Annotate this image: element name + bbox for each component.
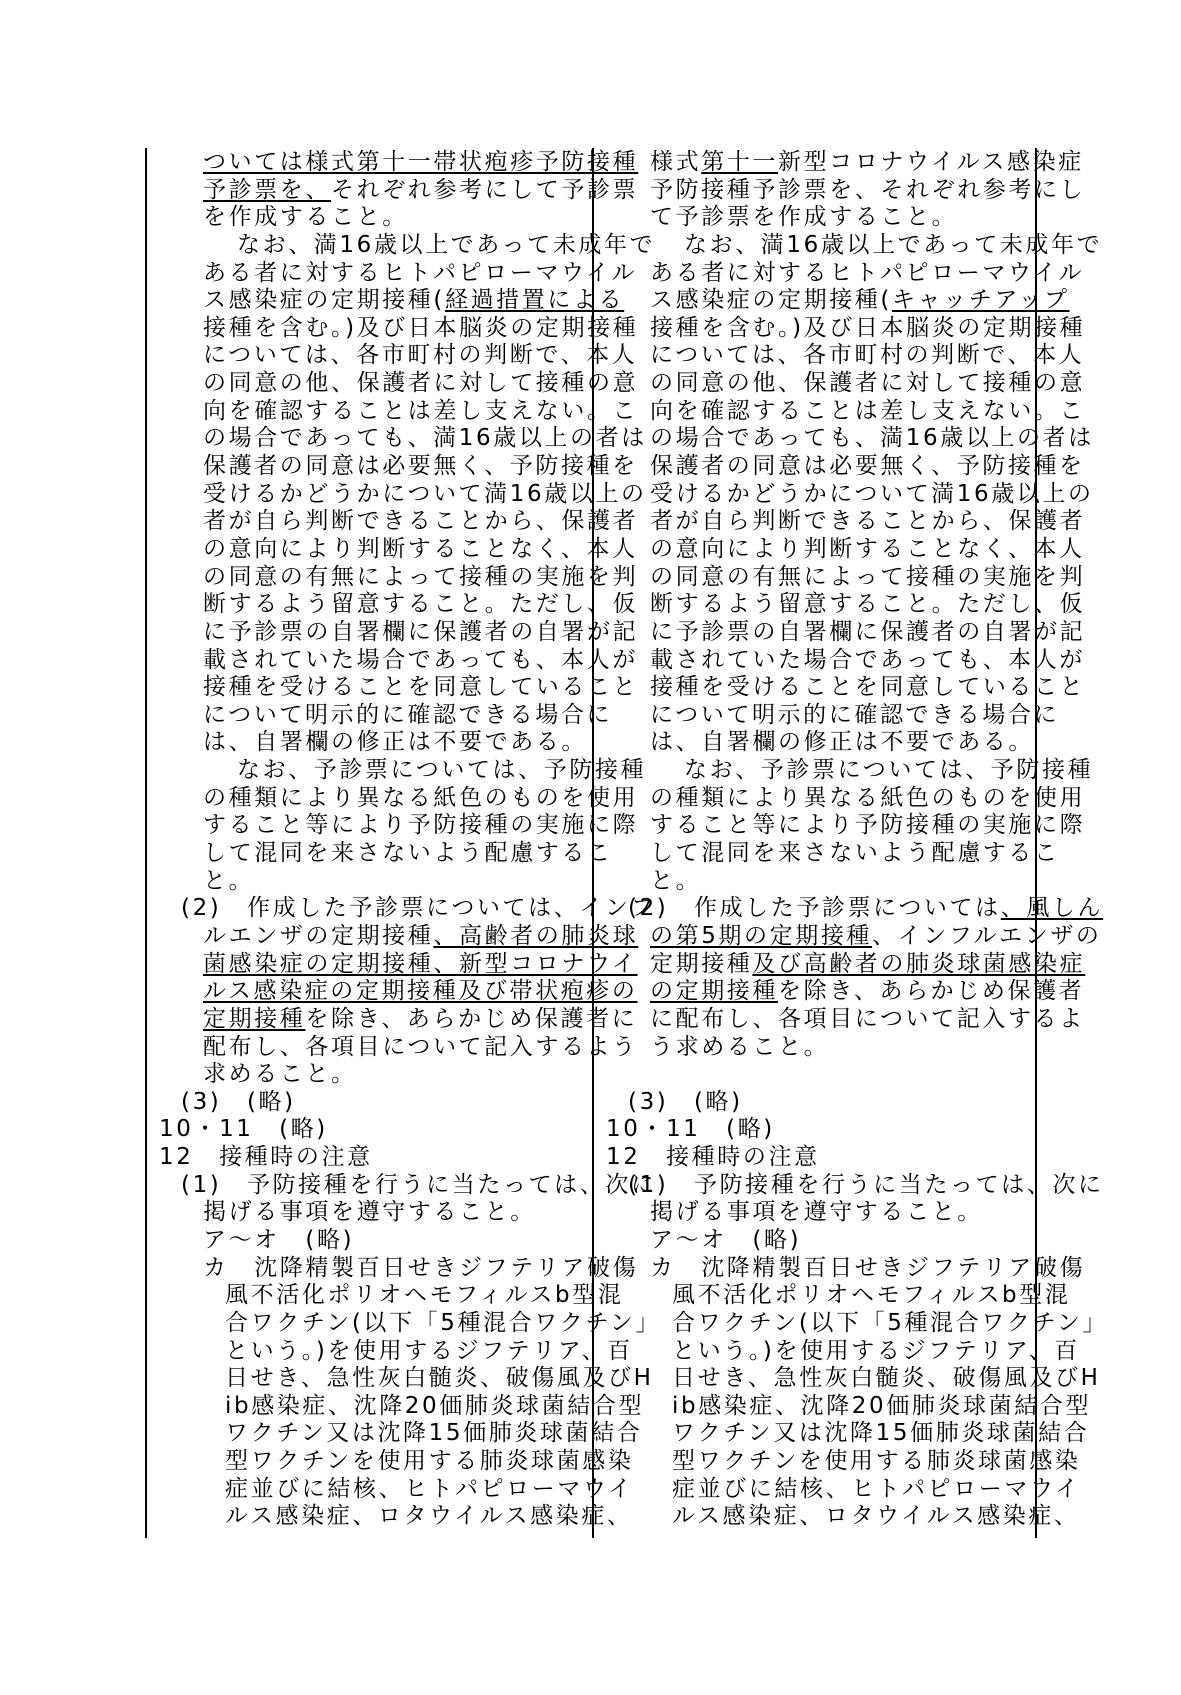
text-segment: 10・11 (略): [606, 1116, 775, 1143]
text-segment: に予診票の自署欄に保護者の自署が記: [203, 618, 639, 645]
text-segment: の意向により判断することなく、本人: [203, 535, 638, 562]
text-segment: 受けるかどうかについて満16歳以上の: [203, 480, 647, 507]
text-line: [145, 1171, 657, 1200]
text-line: [592, 922, 1102, 951]
text-segment: 日せき、急性灰白髄炎、破傷風及びH: [672, 1365, 1101, 1392]
text-line: [145, 1005, 638, 1034]
text-line: [145, 1144, 590, 1172]
text-line: [145, 1227, 590, 1255]
text-segment: の意向により判断することなく、本人: [650, 535, 1085, 562]
text-segment: 配布し、各項目について記入するよう: [203, 1033, 638, 1060]
text-segment: なお、満16歳以上であって未成年で: [684, 231, 1103, 258]
text-segment: 掲げる事項を遵守すること。: [203, 1199, 536, 1226]
text-line: [592, 1144, 1037, 1172]
text-segment: ib感染症、沈降20価肺炎球菌結合型: [225, 1392, 645, 1419]
text-segment: 風不活化ポリオヘモフィルスb型混: [225, 1282, 624, 1309]
text-line: [592, 1365, 1101, 1393]
text-segment: の場合であっても、満16歳以上の者は: [650, 425, 1094, 452]
text-segment: ス感染症の定期接種(: [203, 287, 445, 314]
underlined-amendment-text: 定期接種: [203, 1005, 306, 1032]
text-segment: 載されていた場合であっても、本人が: [650, 646, 1085, 673]
text-line: [592, 591, 1086, 619]
text-segment: て予診票を作成すること。: [650, 204, 958, 231]
text-line: [592, 1420, 1090, 1448]
text-line: [592, 149, 1084, 177]
underlined-amendment-text: 第十一: [701, 149, 779, 175]
text-segment: 予防接種予診票を、それぞれ参考にし: [650, 176, 1086, 203]
text-segment: (2) 作成した予診票については、インフ: [181, 895, 657, 922]
text-segment: 日せき、急性灰白髄炎、破傷風及びH: [225, 1365, 654, 1392]
text-segment: 者が自ら判断できることから、保護者: [650, 508, 1086, 535]
text-segment: 向を確認することは差し支えない。こ: [203, 397, 639, 424]
text-line: [592, 895, 1104, 923]
text-segment: の同意の他、保護者に対して接種の意: [203, 370, 639, 397]
text-segment: なお、予診票については、予防接種: [684, 757, 1094, 784]
text-line: [592, 840, 1060, 868]
text-line: [145, 1503, 633, 1531]
text-segment: の種類により異なる紙色のものを使用: [650, 784, 1086, 811]
underlined-amendment-text: の定期接種: [650, 978, 778, 1005]
text-segment: (1) 予防接種を行うに当たっては、次に: [181, 1171, 657, 1198]
text-line: [592, 1171, 1104, 1200]
text-segment: 接種を含む。)及び日本脳炎の定期接種: [650, 314, 1086, 341]
text-line: [145, 370, 639, 398]
text-line: [592, 1503, 1080, 1531]
text-segment: に配布し、各項目について記入するよ: [650, 1005, 1085, 1032]
text-line: [592, 978, 1085, 1006]
text-segment: 保護者の同意は必要無く、予防接種を: [650, 453, 1085, 480]
text-segment: 症並びに結核、ヒトパピローマウイ: [225, 1475, 634, 1502]
text-line: [592, 231, 1103, 260]
text-segment: ルエンザの定期接種: [203, 922, 434, 949]
text-line: [145, 591, 639, 619]
text-segment: 求めること。: [203, 1061, 357, 1088]
text-segment: う求めること。: [650, 1033, 830, 1060]
text-line: [145, 1199, 590, 1227]
text-segment: 断するよう留意すること。ただし、仮: [650, 591, 1086, 618]
text-segment: ス感染症の定期接種(: [650, 287, 892, 314]
text-line: [145, 1448, 634, 1476]
text-line: [592, 1282, 1071, 1310]
text-segment: について明示的に確認できる場合に: [203, 701, 613, 728]
text-segment: 定期接種: [650, 950, 753, 977]
text-line: [592, 480, 1094, 509]
text-segment: を除き、あらかじめ保護者に: [305, 1005, 638, 1032]
text-line: [145, 840, 613, 868]
text-segment: 症並びに結核、ヒトパピローマウイ: [672, 1475, 1081, 1502]
text-line: [145, 757, 647, 785]
text-segment: という。)を使用するジフテリア、百: [225, 1337, 633, 1364]
text-segment: に予診票の自署欄に保護者の自署が記: [650, 618, 1086, 645]
text-segment: 載されていた場合であっても、本人が: [203, 646, 638, 673]
text-line: [592, 1392, 1092, 1421]
text-line: [592, 176, 1086, 205]
text-segment: は、自署欄の修正は不要である。: [203, 729, 587, 756]
text-line: [592, 397, 1086, 426]
underlined-amendment-text: 、高齢者の肺炎球: [433, 922, 639, 949]
text-segment: (2) 作成した予診票については: [628, 895, 1001, 922]
text-segment: ある者に対するヒトパピローマウイル: [203, 259, 638, 286]
text-line: [145, 646, 638, 675]
text-segment: して混同を来さないよう配慮するこ: [203, 840, 613, 867]
text-line: [145, 1282, 624, 1310]
underlined-amendment-text: ルス感染症の定期接種及び帯状疱疹の: [203, 978, 638, 1005]
text-segment: を除き、あらかじめ保護者: [778, 978, 1085, 1005]
text-line: [145, 784, 639, 813]
text-line: [145, 453, 638, 481]
text-segment: ib感染症、沈降20価肺炎球菌結合型: [672, 1392, 1092, 1419]
text-line: [592, 563, 1086, 592]
right-column-current-text: [592, 149, 1109, 1531]
text-segment: ア～オ (略): [650, 1226, 802, 1253]
text-segment: (1) 予防接種を行うに当たっては、次に: [628, 1171, 1104, 1198]
text-segment: ある者に対するヒトパピローマウイル: [650, 259, 1085, 286]
text-segment: と。: [650, 867, 702, 894]
text-line: [145, 1392, 645, 1421]
text-segment: ワクチン又は沈降15価肺炎球菌結合: [225, 1420, 643, 1447]
text-line: [592, 950, 1086, 979]
text-segment: 接種を受けることを同意していること: [203, 674, 639, 701]
text-segment: すること等により予防接種の実施に際: [203, 812, 639, 839]
text-line: [145, 259, 638, 288]
text-segment: の同意の有無によって接種の実施を判: [203, 563, 639, 590]
underlined-amendment-text: 菌感染症の定期接種、新型コロナウイ: [203, 950, 638, 977]
text-line: [592, 674, 1086, 702]
text-segment: して混同を来さないよう配慮するこ: [650, 840, 1060, 867]
text-segment: という。)を使用するジフテリア、百: [672, 1337, 1080, 1364]
text-line: [145, 1254, 639, 1283]
text-line: [592, 508, 1086, 536]
underlined-amendment-text: 予診票を、: [203, 176, 331, 203]
text-segment: 12 接種時の注意: [159, 1144, 373, 1171]
text-line: [145, 729, 590, 757]
text-line: [592, 757, 1094, 785]
text-line: [145, 204, 590, 232]
text-segment: それぞれ参考にして予診票: [331, 176, 639, 203]
text-line: [592, 1475, 1081, 1504]
text-segment: 合ワクチン(以下「5種混合ワクチン」: [225, 1309, 662, 1336]
text-line: [145, 1475, 634, 1504]
text-segment: ワクチン又は沈降15価肺炎球菌結合: [672, 1420, 1090, 1447]
text-segment: について明示的に確認できる場合に: [650, 701, 1060, 728]
text-line: [592, 784, 1086, 813]
text-segment: ルス感染症、ロタウイルス感染症、: [225, 1503, 633, 1530]
text-line: [592, 1309, 1109, 1338]
text-line: [145, 922, 639, 951]
text-line: [145, 287, 625, 315]
text-line: [145, 868, 590, 896]
text-line: [592, 1089, 1037, 1117]
text-line: [145, 1089, 590, 1117]
text-segment: の同意の他、保護者に対して接種の意: [650, 370, 1086, 397]
text-line: [592, 1005, 1085, 1034]
text-segment: すること等により予防接種の実施に際: [650, 812, 1086, 839]
text-segment: の場合であっても、満16歳以上の者は: [203, 425, 647, 452]
text-segment: は、自署欄の修正は不要である。: [650, 729, 1034, 756]
text-line: [145, 1309, 662, 1338]
text-line: [592, 259, 1085, 288]
text-line: [592, 453, 1085, 481]
text-line: [592, 1199, 1037, 1227]
text-segment: と。: [203, 867, 255, 894]
text-segment: 12 接種時の注意: [606, 1144, 820, 1171]
text-segment: 風不活化ポリオヘモフィルスb型混: [672, 1282, 1071, 1309]
text-line: [592, 1034, 1037, 1062]
text-line: [145, 149, 639, 177]
text-line: [145, 176, 639, 205]
text-segment: カ 沈降精製百日せきジフテリア破傷: [650, 1254, 1086, 1281]
text-line: [592, 646, 1085, 675]
text-segment: 型ワクチンを使用する肺炎球菌感染: [225, 1448, 634, 1475]
text-segment: なお、予診票については、予防接種: [237, 757, 647, 784]
left-column-revised-text: [145, 149, 662, 1531]
text-segment: (3) (略): [181, 1088, 296, 1115]
text-segment: 断するよう留意すること。ただし、仮: [203, 591, 639, 618]
text-line: [592, 701, 1060, 730]
underlined-amendment-text: キャッチアップ: [891, 287, 1070, 314]
text-line: [592, 1061, 1037, 1089]
text-line: [592, 1116, 1037, 1144]
text-line: [145, 1420, 643, 1448]
underlined-amendment-text: 及び高齢者の肺炎球菌感染症: [752, 950, 1086, 977]
text-segment: については、各市町村の判断で、本人: [203, 342, 638, 369]
text-line: [145, 231, 656, 260]
text-segment: カ 沈降精製百日せきジフテリア破傷: [203, 1254, 639, 1281]
text-line: [145, 314, 639, 343]
text-line: [145, 978, 638, 1006]
text-segment: 向を確認することは差し支えない。こ: [650, 397, 1086, 424]
text-line: [592, 1337, 1080, 1366]
text-segment: ルス感染症、ロタウイルス感染症、: [672, 1503, 1080, 1530]
text-segment: を作成すること。: [203, 204, 408, 231]
text-line: [592, 1448, 1081, 1476]
text-segment: 保護者の同意は必要無く、予防接種を: [203, 453, 638, 480]
text-line: [145, 1337, 633, 1366]
text-segment: なお、満16歳以上であって未成年で: [237, 231, 656, 258]
text-line: [145, 508, 639, 536]
text-segment: の同意の有無によって接種の実施を判: [650, 563, 1086, 590]
text-line: [592, 812, 1086, 840]
text-segment: 掲げる事項を遵守すること。: [650, 1199, 983, 1226]
text-line: [145, 1365, 654, 1393]
text-segment: 様式: [650, 149, 702, 175]
text-line: [145, 535, 638, 564]
text-line: [145, 480, 647, 509]
text-line: [145, 950, 638, 979]
text-line: [145, 563, 639, 592]
text-segment: については、各市町村の判断で、本人: [650, 342, 1085, 369]
text-line: [145, 425, 647, 453]
text-segment: 10・11 (略): [159, 1116, 328, 1143]
text-line: [145, 618, 639, 647]
text-line: [592, 287, 1070, 315]
text-segment: 合ワクチン(以下「5種混合ワクチン」: [672, 1309, 1109, 1336]
text-segment: 接種を受けることを同意していること: [650, 674, 1086, 701]
text-line: [592, 425, 1094, 453]
text-line: [592, 342, 1085, 370]
text-segment: (3) (略): [628, 1088, 743, 1115]
text-line: [592, 729, 1037, 757]
text-segment: 型ワクチンを使用する肺炎球菌感染: [672, 1448, 1081, 1475]
underlined-amendment-text: の第5期の定期接種: [650, 922, 873, 949]
text-line: [592, 1227, 1037, 1255]
text-segment: 接種を含む。)及び日本脳炎の定期接種: [203, 314, 639, 341]
text-line: [145, 397, 639, 426]
text-line: [592, 868, 1037, 896]
text-line: [592, 370, 1086, 398]
text-line: [592, 618, 1086, 647]
text-segment: 受けるかどうかについて満16歳以上の: [650, 480, 1094, 507]
text-line: [592, 1254, 1086, 1283]
underlined-amendment-text: 、風しん: [1000, 895, 1104, 922]
text-line: [592, 314, 1086, 343]
text-line: [145, 674, 639, 702]
text-line: [145, 1116, 590, 1144]
text-segment: ア～オ (略): [203, 1226, 355, 1253]
text-segment: の種類により異なる紙色のものを使用: [203, 784, 639, 811]
text-line: [145, 701, 613, 730]
text-segment: 新型コロナウイルス感染症: [778, 149, 1084, 175]
text-line: [145, 1033, 638, 1062]
underlined-amendment-text: 経過措置による: [444, 287, 625, 314]
text-line: [145, 342, 638, 370]
text-line: [145, 812, 639, 840]
text-line: [145, 895, 657, 923]
text-line: [592, 204, 1037, 232]
text-segment: 者が自ら判断できることから、保護者: [203, 508, 639, 535]
text-segment: 、インフルエンザの: [872, 922, 1102, 949]
underlined-amendment-text: ついては様式第十一帯状疱疹予防接種: [203, 149, 639, 175]
text-line: [592, 535, 1085, 564]
text-line: [145, 1061, 590, 1089]
